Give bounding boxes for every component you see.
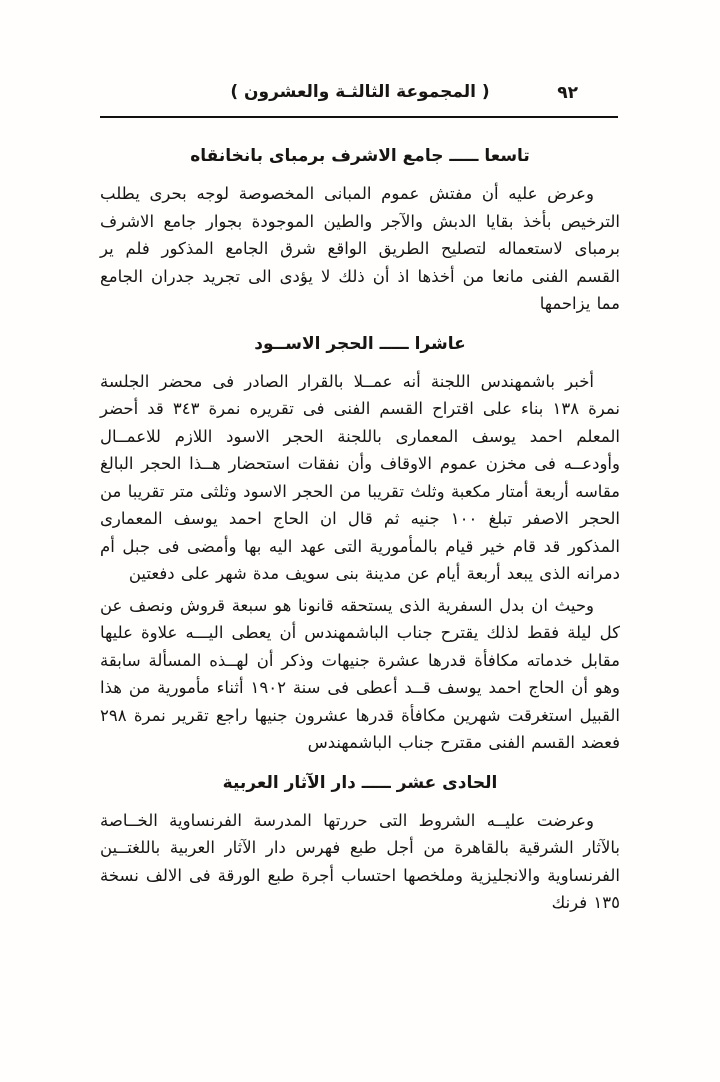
page-content: [100, 124, 620, 917]
collection-title: ( المجموعة الثالثـة والعشرون ): [230, 82, 490, 102]
section-tenth-heading: عاشرا ـــــ الحجر الاســود: [254, 333, 466, 354]
section-tenth: [100, 331, 620, 757]
section-eleventh-paragraph: وعرضت عليــه الشروط التى حررتها المدرسة الفرنساوية الخــاصة بالآثار الشرقية بالقاهرة من أجل طبع فهرس دار الآثار العربية باللغتــين الفرنساوية والانجليزية وملخصها احتساب أجرة طبع الورقة فى الالف نسخة ١٣٥ فرنك: [100, 810, 620, 912]
page-number: ٩٢: [557, 83, 578, 103]
page-header: [100, 82, 620, 112]
section-tenth-paragraph-2: وحيث ان بدل السفرية الذى يستحقه قانونا هو سبعة قروش ونصف عن كل ليلة فقط لذلك يقترح جناب الباشمهندس أن يعطى اليـــه علاوة عليها مقابل خدماته مكافأة قدرها عشرة جنيهات وذكر أن لهــذه المسألة سابقة وهو أن الحاج احمد يوسف قــد أعطى فى سنة ١٩٠٢ أثناء مأمورية من هذا القبيل استغرقت شهرين مكافأة قدرها عشرون جنيها راجع تقرير نمرة ٢٩٨ فعضد القسم الفنى مقترح جناب الباشمهندس: [100, 595, 620, 752]
section-eleventh-heading: الحادى عشر ـــــ دار الآثار العربية: [222, 772, 498, 793]
section-tenth-paragraph-1: أخبر باشمهندس اللجنة أنه عمــلا بالقرار الصادر فى محضر الجلسة نمرة ١٣٨ بناء على اقتراح القسم الفنى فى تقريره نمرة ٣٤٣ قد أحضر المعلم احمد يوسف المعمارى باللجنة الحجر الاسود اللازم للاعمــال وأودعــه فى مخزن عموم الاوقاف وأن نفقات استحضار هــذا الحجر البالغ مقاسه أربعة أمتار مكعبة وثلث تقريبا من الحجر الاسود وثلثى متر تقريبا من الحجر الاصفر تبلغ ١٠٠ جنيه ثم قال ان الحاج احمد يوسف المعمارى المذكور قد قام خير قيام بالمأمورية التى عهد اليه بها وأمضى فى جبل أم دمرانه الذى يبعد أربعة أيام عن مدينة بنى سويف مدة شهر على دفعتين: [100, 371, 621, 583]
section-ninth-heading: تاسعا ـــــ جامع الاشرف برمباى بانخانقاه: [190, 146, 530, 166]
section-ninth-paragraph: وعرض عليه أن مفتش عموم المبانى المخصوصة لوجه بحرى يطلب الترخيص بأخذ بقايا الدبش والآجر والطين الموجودة بجوار جامع الاشرف برمباى لاستعماله لتصليح الطريق الواقع شرق الجامع المذكور فلم ير القسم الفنى مانعا من أخذها اذ أن ذلك لا يؤدى الى تجريد جدران الجامع مما يزاحمها: [100, 184, 620, 313]
section-eleventh: [100, 770, 620, 917]
header-rule: [100, 116, 618, 118]
section-ninth: [100, 143, 620, 318]
